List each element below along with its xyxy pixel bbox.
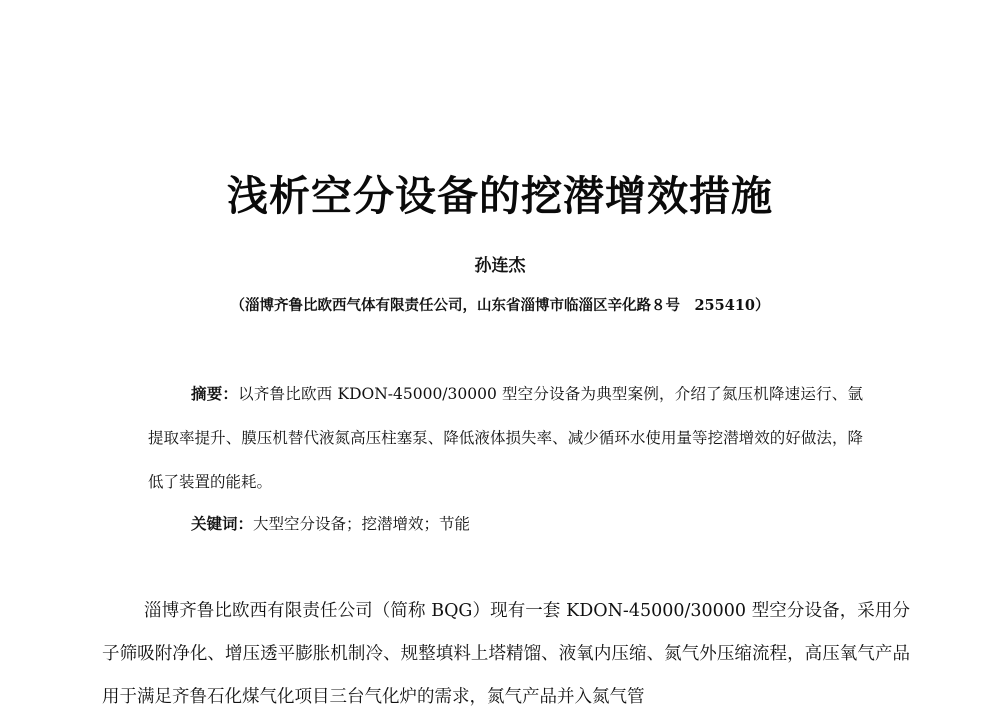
author-name: 孙连杰 bbox=[474, 256, 526, 276]
author-affiliation: （淄博齐鲁比欧西气体有限责任公司，山东省淄博市临淄区辛化路８号 255410） bbox=[230, 297, 770, 314]
body-paragraph: 淄博齐鲁比欧西有限责任公司（简称 BQG）现有一套 KDON-45000/30000 型空分设备，采用分子筛吸附净化、增压透平膨胀机制冷、规整填料上塔精馏、液氧内压缩、氮气外压缩流程，高压氧气产品用于满足齐鲁石化煤气化项目三台气化炉的需求，氮气产品并入氮气管 bbox=[102, 601, 910, 707]
keywords bbox=[191, 502, 871, 546]
abstract bbox=[148, 372, 863, 504]
abstract-text: 以齐鲁比欧西 KDON-45000/30000 型空分设备为典型案例，介绍了氮压机降速运行、氩提取率提升、膜压机替代液氮高压柱塞泵、降低液体损失率、减少循环水使用量等挖潜增效的好做法，降低了装置的能耗。 bbox=[148, 385, 863, 491]
paper-title: 浅析空分设备的挖潜增效措施 bbox=[227, 172, 773, 220]
keywords-label: 关键词： bbox=[191, 515, 254, 533]
keywords-text: 大型空分设备；挖潜增效；节能 bbox=[253, 515, 471, 533]
abstract-label: 摘要： bbox=[191, 385, 239, 403]
